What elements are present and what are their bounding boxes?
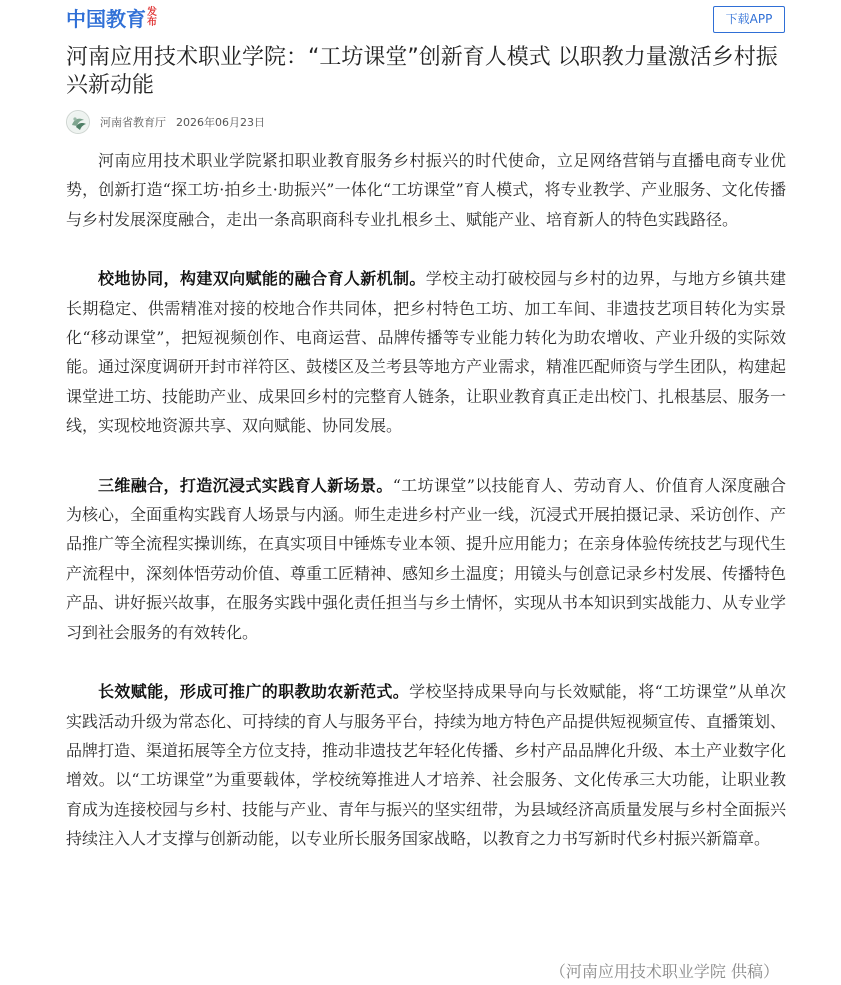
- article-title: 河南应用技术职业学院：“工坊课堂”创新育人模式 以职教力量激活乡村振兴新动能: [66, 45, 778, 98]
- site-logo[interactable]: [66, 7, 159, 31]
- logo-sub-text: 发布: [147, 7, 157, 28]
- article-meta: [66, 108, 265, 136]
- article-source-note: （河南应用技术职业学院 供稿）: [549, 962, 779, 981]
- article-paragraph: [66, 146, 786, 234]
- paragraph-text: 学校主动打破校园与乡村的边界，与地方乡镇共建长期稳定、供需精准对接的校地合作共同体，把乡村特色工坊、加工车间、非遗技艺项目转化为实景化“移动课堂”，把短视频创作、电商运营、品牌传播等专业能力转化为助农增收、产业升级的实际效能。通过深度调研开封市祥符区、鼓楼区及兰考县等地方产业需求，精准匹配师资与学生团队，构建起课堂进工坊、技能助产业、成果回乡村的完整育人链条，让职业教育真正走出校门、扎根基层、服务一线，实现校地资源共享、双向赋能、协同发展。: [66, 269, 787, 436]
- download-app-button[interactable]: 下载APP: [713, 6, 785, 33]
- paragraph-lead: 长效赋能，形成可推广的职教助农新范式。: [98, 682, 410, 702]
- logo-text: 中国教育: [66, 7, 146, 31]
- article-paragraph: [66, 471, 786, 647]
- paragraph-text: 学校坚持成果导向与长效赋能，将“工坊课堂”从单次实践活动升级为常态化、可持续的育人与服务平台，持续为地方特色产品提供短视频宣传、直播策划、品牌打造、渠道拓展等全方位支持，推动非遗技艺年轻化传播、乡村产品品牌化升级、本土产业数字化增效。以“工坊课堂”为重要载体，学校统筹推进人才培养、社会服务、文化传承三大功能，让职业教育成为连接校园与乡村、技能与产业、青年与振兴的坚实纽带，为县域经济高质量发展与乡村全面振兴持续注入人才支撑与创新动能，以专业所长服务国家战略，以教育之力书写新时代乡村振兴新篇章。: [66, 682, 787, 849]
- top-bar: [0, 0, 841, 40]
- article-body: [66, 146, 786, 884]
- paragraph-lead: 三维融合，打造沉浸式实践育人新场景。: [98, 475, 393, 495]
- paragraph-text: “工坊课堂”以技能育人、劳动育人、价值育人深度融合为核心，全面重构实践育人场景与内涵。师生走进乡村产业一线，沉浸式开展拍摄记录、采访创作、产品推广等全流程实操训练，在真实项目中锤炼专业本领、提升应用能力；在亲身体验传统技艺与现代生产流程中，深刻体悟劳动价值、尊重工匠精神、感知乡土温度；用镜头与创意记录乡村发展、传播特色产品、讲好振兴故事，在服务实践中强化责任担当与乡土情怀，实现从书本知识到实战能力、从专业学习到社会服务的有效转化。: [66, 475, 787, 642]
- article-paragraph: [66, 264, 786, 440]
- paragraph-text: 河南应用技术职业学院紧扣职业教育服务乡村振兴的时代使命，立足网络营销与直播电商专业优势，创新打造“探工坊·拍乡土·助振兴”一体化“工坊课堂”育人模式，将专业教学、产业服务、文化传播与乡村发展深度融合，走出一条高职商科专业扎根乡土、赋能产业、培育新人的特色实践路径。: [66, 151, 786, 229]
- article-date: 2026年06月23日: [176, 116, 265, 129]
- article-paragraph: [66, 677, 786, 853]
- paragraph-lead: 校地协同，构建双向赋能的融合育人新机制。: [98, 269, 426, 289]
- article-source[interactable]: 河南省教育厅: [100, 116, 166, 129]
- publisher-avatar-icon[interactable]: [66, 110, 90, 134]
